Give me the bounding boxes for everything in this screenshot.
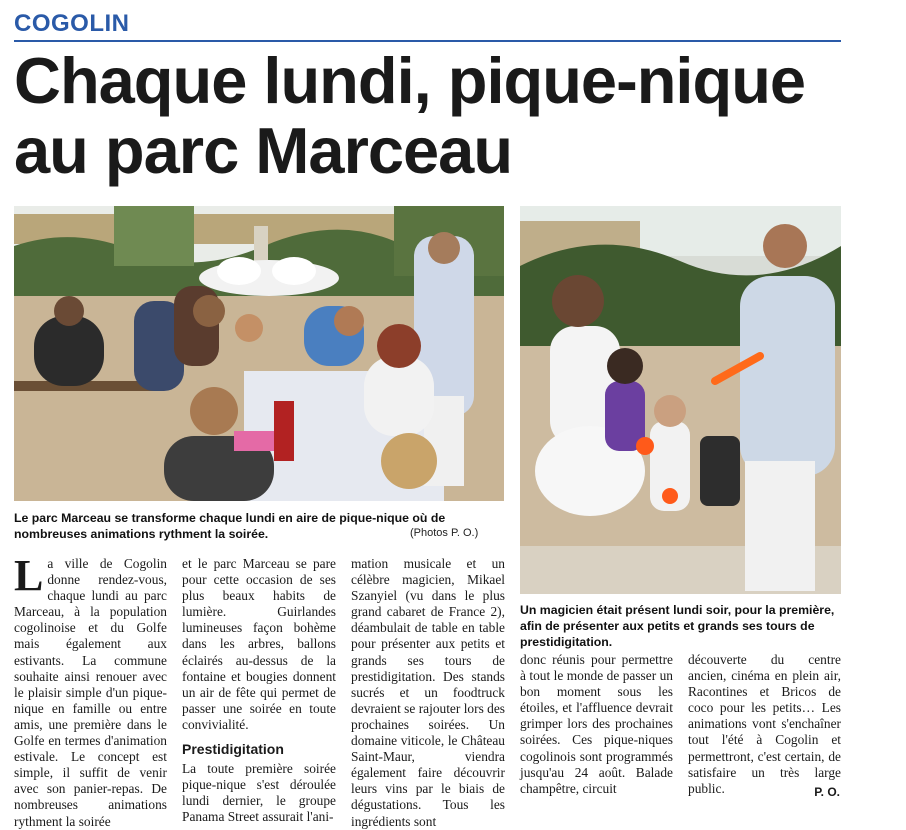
caption-right: Un magicien était présent lundi soir, pour la première, afin de présenter aux petits et grands ses tours de prestidigitation. (520, 603, 835, 649)
photo-credit: (Photos P. O.) (410, 527, 479, 539)
body-column-4 (520, 652, 673, 797)
body-column-1 (14, 551, 167, 830)
column-2-text-b: La toute première soirée pique-nique s'est déroulée lundi dernier, le groupe Panama Street assurait l'ani- (182, 761, 336, 825)
column-4-text: donc réunis pour permettre à tout le monde de passer un bon moment sous les étoiles, et l'affluence devrait grimper lors des prochaines soirées. Ces pique-niques cogolinois sont programmés jusqu'au 24 août. Balade champêtre, circuit (520, 652, 673, 796)
body-column-2 (182, 556, 336, 826)
magician-children-photo (520, 206, 841, 594)
caption-left: Le parc Marceau se transforme chaque lundi en aire de pique-nique où de nombreuses animations rythment la soirée. (14, 511, 446, 541)
dropcap-letter: L (14, 551, 44, 600)
article-headline: Chaque lundi, pique-nique au parc Marceau (14, 44, 806, 187)
column-2-text-a: et le parc Marceau se pare pour cette occasion de ses plus beaux habits de lumière. Guirlandes lumineuses façon bohème dans les arbres, ballons éclairés au-dessus de la fontaine et bougies donnent un air de fête qui permet de passer une soirée en toute convivialité. (182, 556, 336, 732)
author-signature: P. O. (814, 785, 840, 799)
column-3-text: mation musicale et un célèbre magicien, Mikael Szanyiel (vu dans le plus grand cabaret de France 2), déambulait de table en table pour présenter aux petits et grands ses tours de prestidigitation. Des stands sucrés et un foodtruck devraient se rajouter lors des prochaines soirées. Un domaine viticole, le Château Saint-Maur, viendra également faire découvrir leurs vins par le biais de dégustations. Tous les ingrédients sont (351, 556, 505, 829)
photo-magician (520, 206, 841, 594)
header-rule (14, 40, 841, 42)
column-1-text: a ville de Cogolin donne rendez-vous, chaque lundi au parc Marceau, à la population cogolinoise et du Golfe mais également aux estivants. La commune souhaite ainsi renouer avec le plaisir simple d'un pique-nique en famille ou entre amis, une première dans le Golfe en termes d'animation estivale. Le concept est simple, il suffit de venir avec son panier-repas. De nombreuses animations rythment la soirée (14, 556, 167, 829)
section-kicker: COGOLIN (14, 10, 130, 37)
picnic-crowd-photo (14, 206, 504, 501)
photo-picnic-tables (14, 206, 504, 501)
body-column-5 (688, 652, 841, 797)
body-column-3 (351, 556, 505, 830)
column-5-text: découverte du centre ancien, cinéma en plein air, Racontines et Bricos de coco pour les petits… Les animations vont s'enchaîner tout l'été à Cogolin et permettront, c'est certain, de satisfaire un très large public. (688, 652, 841, 796)
subhead-prestidigitation: Prestidigitation (182, 741, 284, 758)
